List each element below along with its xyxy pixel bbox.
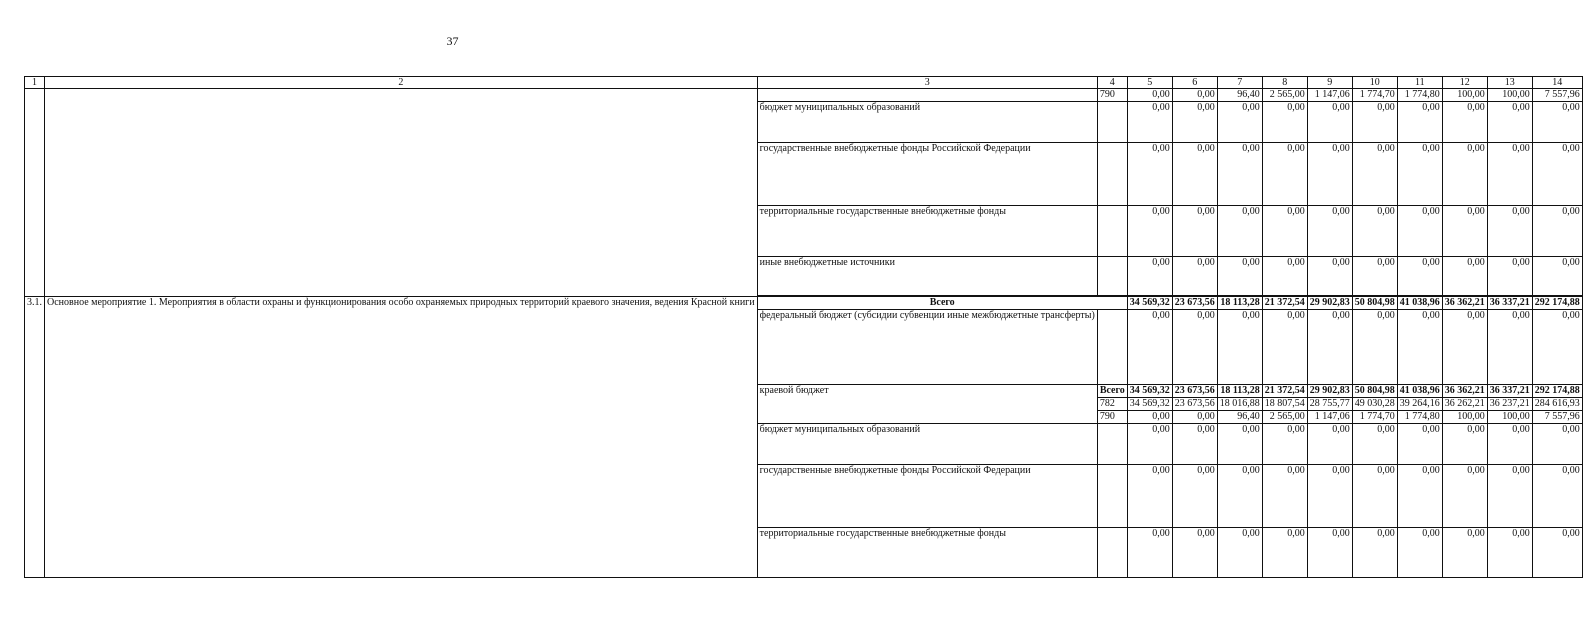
value-cell: 100,00 — [1487, 411, 1532, 424]
value-cell: 2 565,00 — [1262, 89, 1307, 102]
value-cell: 0,00 — [1397, 465, 1442, 528]
table-row — [25, 89, 1583, 102]
header-cell: 13 — [1487, 77, 1532, 89]
value-cell: 100,00 — [1442, 411, 1487, 424]
value-cell: 0,00 — [1127, 411, 1172, 424]
value-cell: 39 264,16 — [1397, 398, 1442, 411]
value-cell: 0,00 — [1442, 465, 1487, 528]
header-cell: 6 — [1172, 77, 1217, 89]
value-cell: 0,00 — [1127, 257, 1172, 296]
value-cell: 0,00 — [1352, 528, 1397, 578]
value-cell: 21 372,54 — [1262, 385, 1307, 398]
value-cell: 23 673,56 — [1172, 297, 1217, 310]
header-cell: 1 — [25, 77, 45, 89]
source-label: территориальные государственные внебюджетные фонды — [757, 206, 1097, 257]
value-cell: 0,00 — [1442, 257, 1487, 296]
value-cell: 0,00 — [1262, 102, 1307, 143]
source-label: территориальные государственные внебюджетные фонды — [757, 528, 1097, 578]
value-cell: 41 038,96 — [1397, 385, 1442, 398]
value-cell: 0,00 — [1172, 143, 1217, 206]
value-cell: 0,00 — [1397, 206, 1442, 257]
value-cell: 0,00 — [1532, 424, 1582, 465]
value-cell: 7 557,96 — [1532, 411, 1582, 424]
value-cell: 0,00 — [1352, 206, 1397, 257]
cell-empty — [757, 89, 1097, 102]
value-cell: 0,00 — [1397, 102, 1442, 143]
source-label: бюджет муниципальных образований — [757, 102, 1097, 143]
value-cell: 36 362,21 — [1442, 385, 1487, 398]
value-cell: 0,00 — [1172, 257, 1217, 296]
value-cell: 0,00 — [1127, 143, 1172, 206]
value-cell: 0,00 — [1172, 465, 1217, 528]
value-cell: 0,00 — [1217, 143, 1262, 206]
value-cell: 96,40 — [1217, 411, 1262, 424]
value-cell: 0,00 — [1172, 206, 1217, 257]
header-cell: 5 — [1127, 77, 1172, 89]
value-cell: 36 237,21 — [1487, 398, 1532, 411]
cell-empty — [25, 89, 45, 297]
value-cell: 0,00 — [1442, 528, 1487, 578]
value-cell: 18 016,88 — [1217, 398, 1262, 411]
table-row — [25, 297, 1583, 310]
value-cell: 41 038,96 — [1397, 297, 1442, 310]
value-cell: 0,00 — [1397, 143, 1442, 206]
value-cell: 0,00 — [1352, 257, 1397, 296]
cell-empty — [1097, 465, 1127, 528]
code-cell: 782 — [1097, 398, 1127, 411]
value-cell: 21 372,54 — [1262, 297, 1307, 310]
header-cell: 14 — [1532, 77, 1582, 89]
value-cell: 0,00 — [1127, 89, 1172, 102]
header-cell: 12 — [1442, 77, 1487, 89]
value-cell: 50 804,98 — [1352, 385, 1397, 398]
code-cell: 790 — [1097, 411, 1127, 424]
value-cell: 0,00 — [1307, 102, 1352, 143]
value-cell: 0,00 — [1487, 206, 1532, 257]
value-cell: 18 807,54 — [1262, 398, 1307, 411]
value-cell: 100,00 — [1442, 89, 1487, 102]
value-cell: 0,00 — [1127, 310, 1172, 385]
value-cell: 36 337,21 — [1487, 385, 1532, 398]
value-cell: 96,40 — [1217, 89, 1262, 102]
value-cell: 0,00 — [1397, 528, 1442, 578]
code-cell: Всего — [1097, 385, 1127, 398]
value-cell: 1 147,06 — [1307, 89, 1352, 102]
header-cell: 11 — [1397, 77, 1442, 89]
value-cell: 0,00 — [1397, 424, 1442, 465]
value-cell: 0,00 — [1532, 465, 1582, 528]
value-cell: 0,00 — [1442, 424, 1487, 465]
value-cell: 0,00 — [1172, 424, 1217, 465]
value-cell: 0,00 — [1262, 257, 1307, 296]
value-cell: 284 616,93 — [1532, 398, 1582, 411]
value-cell: 0,00 — [1262, 310, 1307, 385]
value-cell: 29 902,83 — [1307, 297, 1352, 310]
value-cell: 0,00 — [1352, 143, 1397, 206]
value-cell: 0,00 — [1397, 257, 1442, 296]
value-cell: 1 147,06 — [1307, 411, 1352, 424]
column-number-header-row — [25, 77, 1583, 89]
value-cell: 0,00 — [1532, 143, 1582, 206]
value-cell: 23 673,56 — [1172, 398, 1217, 411]
value-cell: 0,00 — [1262, 143, 1307, 206]
value-cell: 36 362,21 — [1442, 297, 1487, 310]
value-cell: 0,00 — [1307, 424, 1352, 465]
value-cell: 0,00 — [1217, 206, 1262, 257]
value-cell: 28 755,77 — [1307, 398, 1352, 411]
value-cell: 0,00 — [1172, 310, 1217, 385]
value-cell: 0,00 — [1352, 102, 1397, 143]
source-label: иные внебюджетные источники — [757, 257, 1097, 296]
value-cell: 0,00 — [1127, 206, 1172, 257]
value-cell: 0,00 — [1172, 102, 1217, 143]
value-cell: 0,00 — [1307, 206, 1352, 257]
value-cell: 18 113,28 — [1217, 385, 1262, 398]
value-cell: 0,00 — [1532, 206, 1582, 257]
value-cell: 1 774,80 — [1397, 411, 1442, 424]
cell-empty — [1097, 424, 1127, 465]
total-label: Всего — [757, 297, 1127, 310]
header-cell: 3 — [757, 77, 1097, 89]
value-cell: 0,00 — [1262, 528, 1307, 578]
value-cell: 0,00 — [1442, 143, 1487, 206]
header-cell: 4 — [1097, 77, 1127, 89]
header-cell: 7 — [1217, 77, 1262, 89]
value-cell: 0,00 — [1352, 424, 1397, 465]
value-cell: 34 569,32 — [1127, 398, 1172, 411]
cell-empty — [1097, 143, 1127, 206]
cell-empty — [1097, 528, 1127, 578]
value-cell: 292 174,88 — [1532, 385, 1582, 398]
cell-empty — [1097, 257, 1127, 296]
value-cell: 0,00 — [1487, 528, 1532, 578]
value-cell: 0,00 — [1127, 424, 1172, 465]
value-cell: 1 774,70 — [1352, 411, 1397, 424]
value-cell: 0,00 — [1487, 257, 1532, 296]
value-cell: 0,00 — [1172, 89, 1217, 102]
value-cell: 0,00 — [1442, 310, 1487, 385]
value-cell: 0,00 — [1307, 143, 1352, 206]
value-cell: 0,00 — [1262, 465, 1307, 528]
source-label: краевой бюджет — [757, 385, 1097, 424]
value-cell: 0,00 — [1127, 465, 1172, 528]
value-cell: 7 557,96 — [1532, 89, 1582, 102]
value-cell: 0,00 — [1307, 465, 1352, 528]
section-number: 3.1. — [25, 297, 45, 578]
code-cell: 790 — [1097, 89, 1127, 102]
source-label: федеральный бюджет (субсидии субвенции иные межбюджетные трансферты) — [757, 310, 1097, 385]
cell-empty — [1097, 206, 1127, 257]
value-cell: 0,00 — [1217, 102, 1262, 143]
value-cell: 49 030,28 — [1352, 398, 1397, 411]
page-number: 37 — [446, 34, 459, 48]
value-cell: 0,00 — [1487, 424, 1532, 465]
source-label: государственные внебюджетные фонды Российской Федерации — [757, 143, 1097, 206]
source-label: государственные внебюджетные фонды Российской Федерации — [757, 465, 1097, 528]
value-cell: 36 337,21 — [1487, 297, 1532, 310]
value-cell: 0,00 — [1217, 310, 1262, 385]
value-cell: 0,00 — [1442, 102, 1487, 143]
value-cell: 29 902,83 — [1307, 385, 1352, 398]
value-cell: 1 774,80 — [1397, 89, 1442, 102]
cell-empty — [1097, 310, 1127, 385]
source-label: бюджет муниципальных образований — [757, 424, 1097, 465]
budget-table — [24, 76, 1583, 578]
value-cell: 0,00 — [1487, 143, 1532, 206]
cell-empty — [1097, 102, 1127, 143]
value-cell: 0,00 — [1532, 310, 1582, 385]
value-cell: 0,00 — [1127, 102, 1172, 143]
header-cell: 8 — [1262, 77, 1307, 89]
header-cell: 9 — [1307, 77, 1352, 89]
value-cell: 0,00 — [1217, 424, 1262, 465]
value-cell: 0,00 — [1532, 528, 1582, 578]
value-cell: 0,00 — [1307, 257, 1352, 296]
value-cell: 34 569,32 — [1127, 385, 1172, 398]
value-cell: 0,00 — [1307, 528, 1352, 578]
value-cell: 0,00 — [1217, 528, 1262, 578]
header-cell: 2 — [45, 77, 758, 89]
value-cell: 0,00 — [1442, 206, 1487, 257]
value-cell: 0,00 — [1532, 257, 1582, 296]
value-cell: 23 673,56 — [1172, 385, 1217, 398]
value-cell: 34 569,32 — [1127, 297, 1172, 310]
value-cell: 0,00 — [1352, 465, 1397, 528]
header-cell: 10 — [1352, 77, 1397, 89]
value-cell: 0,00 — [1487, 310, 1532, 385]
value-cell: 18 113,28 — [1217, 297, 1262, 310]
value-cell: 100,00 — [1487, 89, 1532, 102]
value-cell: 0,00 — [1262, 206, 1307, 257]
value-cell: 292 174,88 — [1532, 297, 1582, 310]
value-cell: 2 565,00 — [1262, 411, 1307, 424]
cell-empty — [45, 89, 758, 297]
value-cell: 0,00 — [1307, 310, 1352, 385]
value-cell: 0,00 — [1487, 102, 1532, 143]
section-name: Основное мероприятие 1. Мероприятия в области охраны и функционирования особо охраняемых природных территорий краевого значения, ведения Красной книги — [45, 297, 758, 578]
value-cell: 0,00 — [1217, 257, 1262, 296]
value-cell: 0,00 — [1172, 411, 1217, 424]
value-cell: 36 262,21 — [1442, 398, 1487, 411]
value-cell: 0,00 — [1217, 465, 1262, 528]
value-cell: 0,00 — [1262, 424, 1307, 465]
value-cell: 0,00 — [1532, 102, 1582, 143]
value-cell: 0,00 — [1172, 528, 1217, 578]
value-cell: 1 774,70 — [1352, 89, 1397, 102]
value-cell: 0,00 — [1487, 465, 1532, 528]
value-cell: 0,00 — [1397, 310, 1442, 385]
value-cell: 50 804,98 — [1352, 297, 1397, 310]
value-cell: 0,00 — [1127, 528, 1172, 578]
value-cell: 0,00 — [1352, 310, 1397, 385]
